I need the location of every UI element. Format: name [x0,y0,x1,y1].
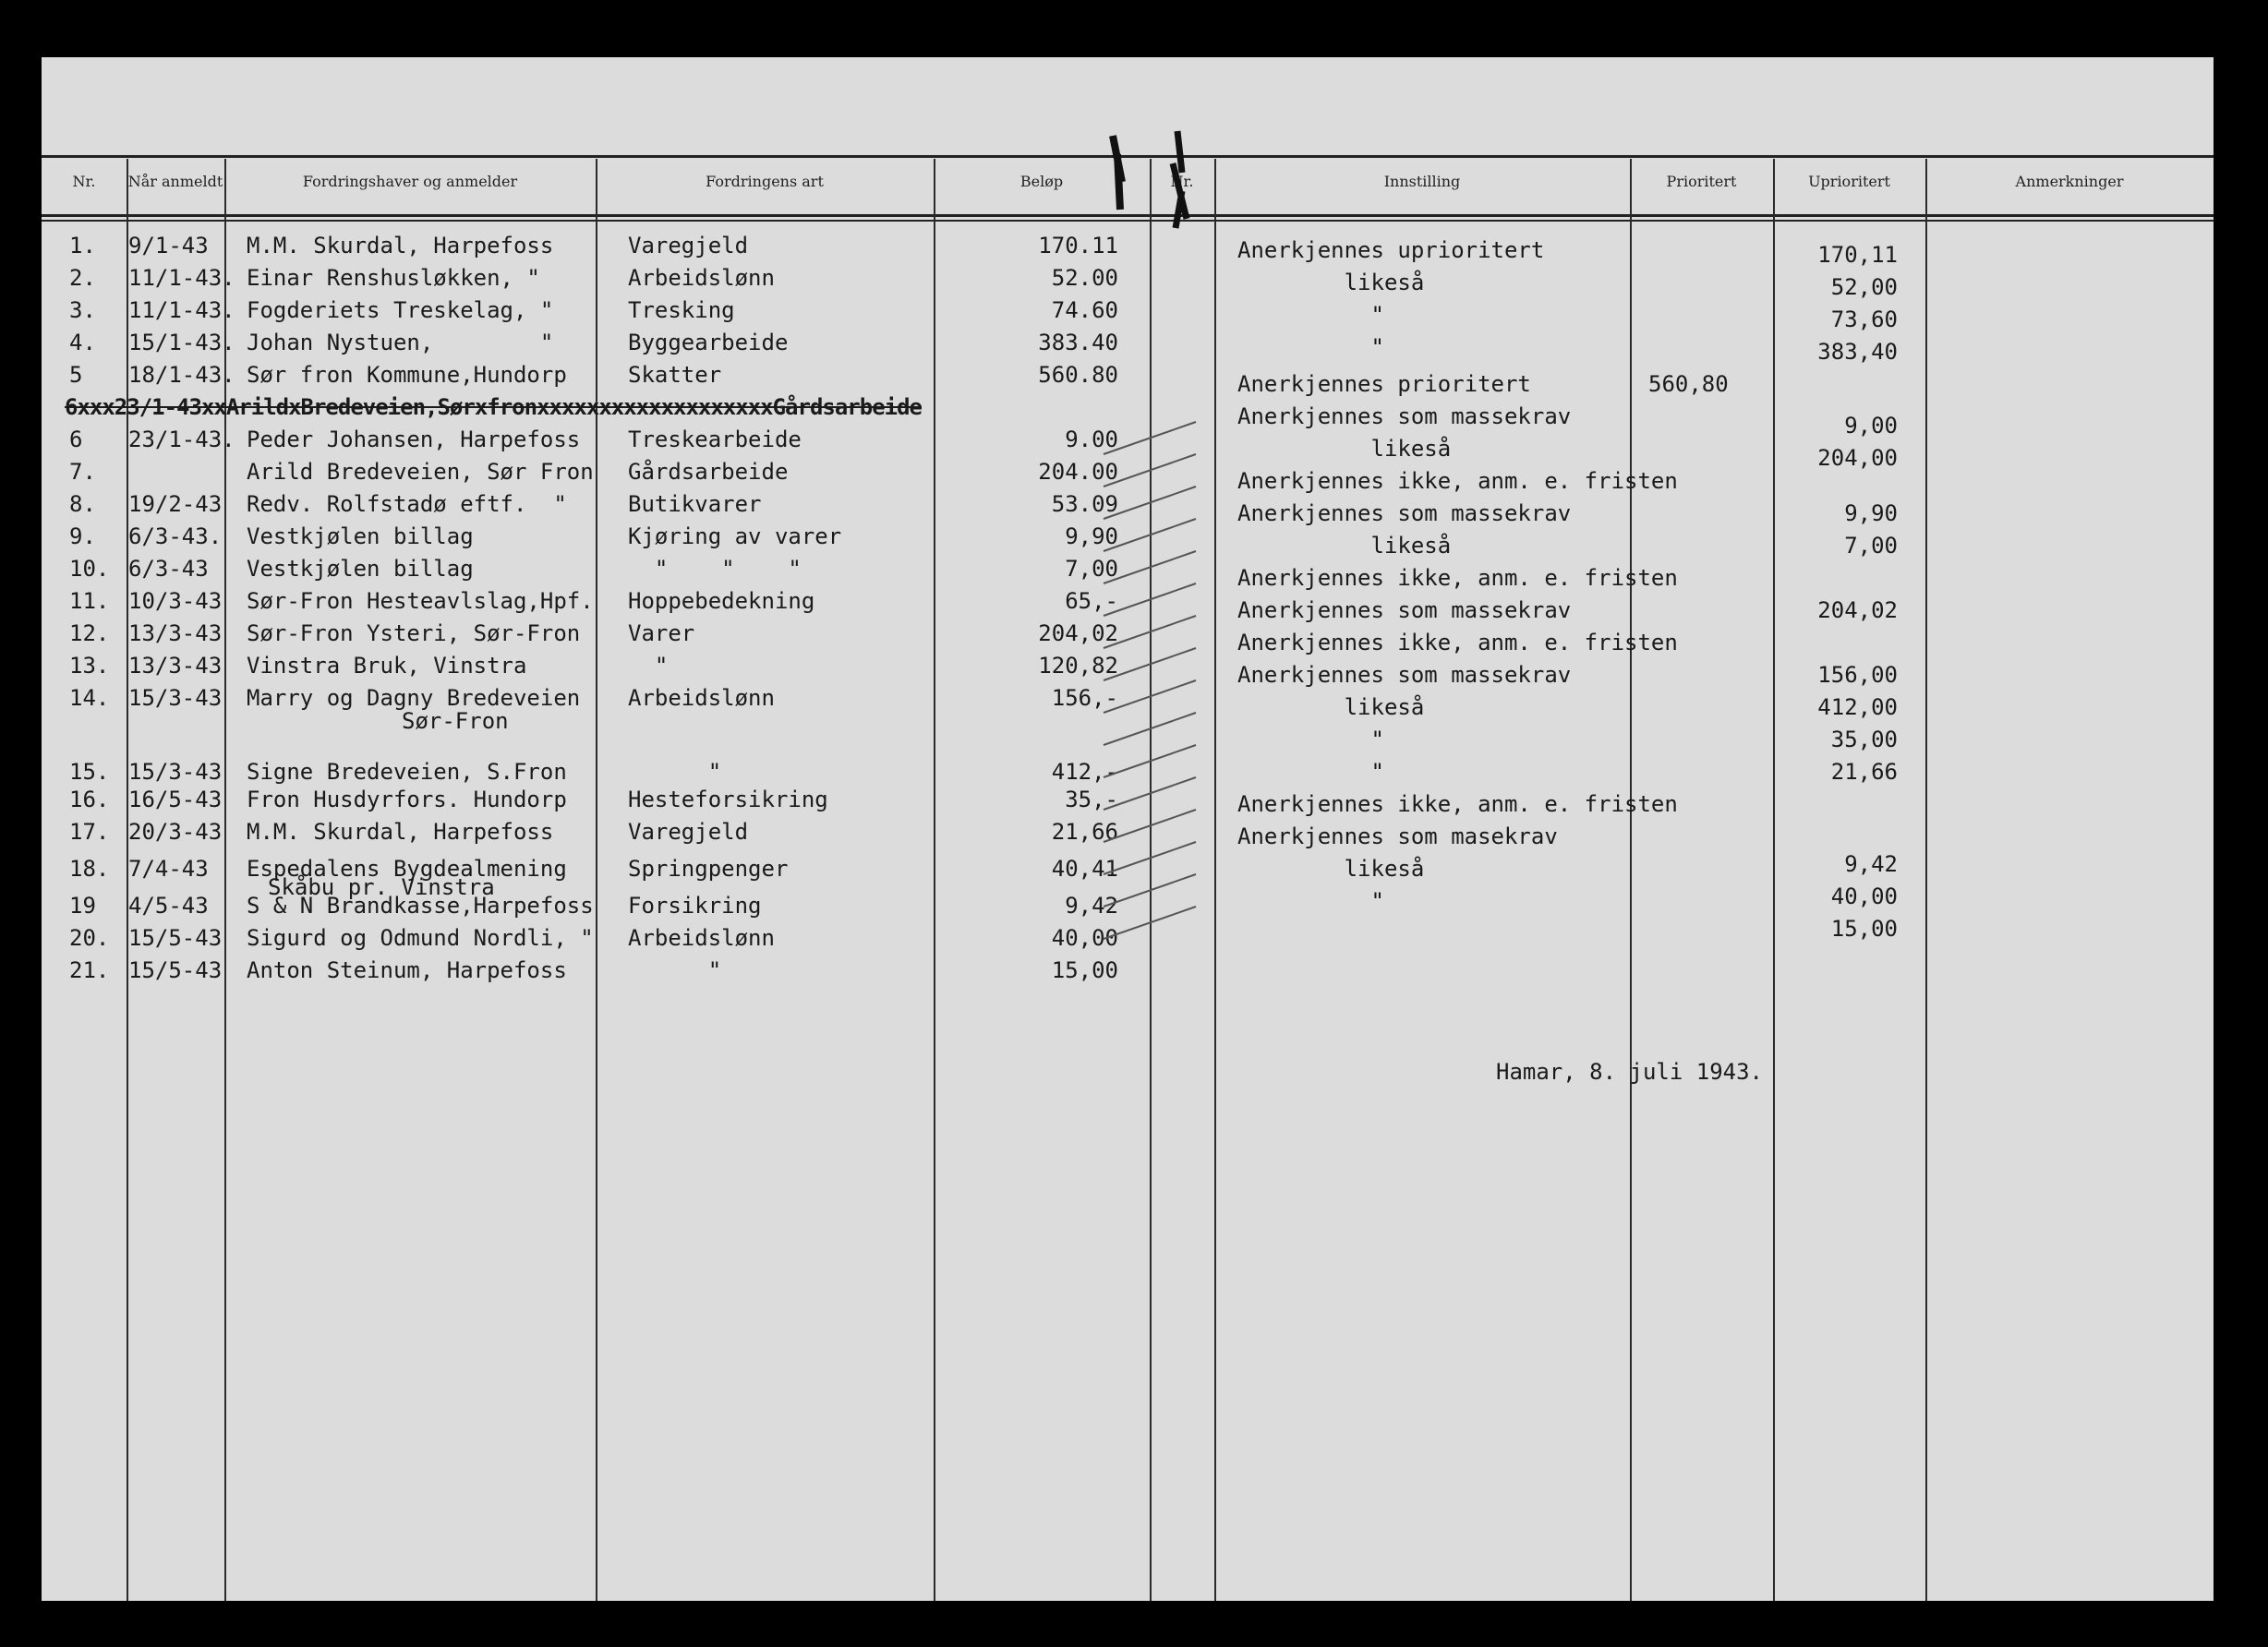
nonprioritized-amount: 156,00 [1817,662,1898,688]
row-date: 15/3-43 [128,759,223,785]
recommendation: likeså [1237,436,1452,462]
row-amount: 204.00 [1038,459,1118,485]
row-nr: 9. [69,523,96,549]
row-nr: 19 [69,893,96,919]
place-date: Hamar, 8. juli 1943. [1496,1059,1763,1085]
row-kind: Arbeidslønn [628,685,775,711]
row-nr: 11. [69,588,110,614]
recommendation: Anerkjennes ikke, anm. e. fristen [1237,791,1678,817]
row-creditor: Sigurd og Odmund Nordli, " [247,925,594,951]
row-creditor: Arild Bredeveien, Sør Fron [247,459,594,485]
crossed-out-line: 6xxx23/1-43xxArildxBredeveien,SørxfronxxxxxxxxxxxxxxxxxxxGårdsarbeide [65,394,922,420]
row-creditor: Fron Husdyrfors. Hundorp [247,787,567,812]
row-amount: 35,- [1065,787,1118,812]
recommendation: Anerkjennes ikke, anm. e. fristen [1237,630,1678,655]
row-creditor-cont: Skåbu pr. Vinstra [268,874,495,900]
row-creditor: Vestkjølen billag [247,523,474,549]
row-kind: Arbeidslønn [628,925,775,951]
row-amount: 65,- [1065,588,1118,614]
row-creditor: Johan Nystuen, " [247,330,554,355]
row-nr: 6 [69,427,83,452]
row-amount: 40,41 [1051,856,1118,882]
header-recommendation: Innstilling [1383,173,1461,190]
row-kind: Arbeidslønn [628,265,775,291]
header-nr: Nr. [72,173,96,190]
header-priority: Prioritert [1666,173,1737,190]
row-amount: 40,00 [1051,925,1118,951]
recommendation: Anerkjennes som massekrav [1237,403,1572,429]
row-date: 13/3-43 [128,620,223,646]
nonprioritized-amount: 40,00 [1830,884,1898,909]
row-amount: 9.00 [1065,427,1118,452]
row-kind: Varegjeld [628,233,749,258]
row-amount: 52.00 [1051,265,1118,291]
nonprioritized-amount: 204,00 [1817,445,1898,471]
row-nr: 18. [69,856,110,882]
row-nr: 7. [69,459,96,485]
row-amount: 383.40 [1038,330,1118,355]
row-date: 6/3-43 [128,556,209,582]
recommendation: Anerkjennes ikke, anm. e. fristen [1237,468,1678,494]
row-nr: 15. [69,759,110,785]
row-date: 7/4-43 [128,856,209,882]
recommendation: Anerkjennes uprioritert [1237,237,1545,263]
row-amount: 21,66 [1051,819,1118,845]
row-amount: 15,00 [1051,957,1118,983]
row-nr: 2. [69,265,96,291]
recommendation: " [1237,334,1384,360]
row-creditor: Marry og Dagny Bredeveien [247,685,581,711]
row-nr: 10. [69,556,110,582]
row-date: 23/1-43. [128,427,235,452]
row-date: 4/5-43 [128,893,209,919]
row-nr: 3. [69,297,96,323]
row-amount: 156,- [1051,685,1118,711]
header-amount: Beløp [1019,173,1064,190]
row-date: 10/3-43 [128,588,223,614]
row-kind: Hoppebedekning [628,588,815,614]
row-creditor: Anton Steinum, Harpefoss [247,957,567,983]
row-amount: 560.80 [1038,362,1118,388]
row-kind: Varer [628,620,695,646]
nonprioritized-amount: 170,11 [1817,242,1898,268]
row-kind: Butikvarer [628,491,762,517]
row-kind: Kjøring av varer [628,523,842,549]
prioritized-amount: 560,80 [1648,371,1729,397]
row-kind: Treskearbeide [628,427,802,452]
row-date: 15/5-43 [128,925,223,951]
header-nr2: Nr. [1170,173,1194,190]
nonprioritized-amount: 9,00 [1844,413,1898,439]
row-creditor: Vestkjølen billag [247,556,474,582]
row-kind: Gårdsarbeide [628,459,789,485]
recommendation: likeså [1237,694,1425,720]
row-creditor: M.M. Skurdal, Harpefoss [247,819,554,845]
recommendation: " [1237,727,1384,752]
row-nr: 14. [69,685,110,711]
recommendation: " [1237,302,1384,328]
row-kind: Forsikring [628,893,762,919]
row-date: 11/1-43. [128,265,235,291]
row-creditor: Espedalens Bygdealmening [247,856,567,882]
row-kind: Tresking [628,297,735,323]
recommendation: Anerkjennes ikke, anm. e. fristen [1237,565,1678,591]
row-nr: 16. [69,787,110,812]
row-date: 15/3-43 [128,685,223,711]
row-creditor: Sør-Fron Hesteavlslag,Hpf. [247,588,594,614]
row-nr: 1. [69,233,96,258]
row-amount: 9,42 [1065,893,1118,919]
row-date: 15/1-43. [128,330,235,355]
row-creditor: Sør-Fron Ysteri, Sør-Fron [247,620,581,646]
nonprioritized-amount: 73,60 [1830,307,1898,332]
row-kind: Varegjeld [628,819,749,845]
recommendation: likeså [1237,533,1452,559]
nonprioritized-amount: 35,00 [1830,727,1898,752]
recommendation: " [1237,759,1384,785]
recommendation: likeså [1237,270,1425,295]
row-amount: 120,82 [1038,653,1118,679]
row-date: 18/1-43. [128,362,235,388]
row-nr: 8. [69,491,96,517]
row-amount: 7,00 [1065,556,1118,582]
row-creditor: Vinstra Bruk, Vinstra [247,653,527,679]
header-creditor: Fordringshaver og anmelder [302,173,518,190]
row-kind: Hesteforsikring [628,787,828,812]
row-date: 11/1-43. [128,297,235,323]
recommendation: Anerkjennes som massekrav [1237,597,1572,623]
ledger-sheet [42,57,2214,1601]
nonprioritized-amount: 9,90 [1844,500,1898,526]
recommendation: " [1237,888,1384,914]
pencil-strokes [42,57,2214,1601]
recommendation: Anerkjennes som massekrav [1237,662,1572,688]
row-amount: 53.09 [1051,491,1118,517]
recommendation: likeså [1237,856,1425,882]
row-date: 20/3-43 [128,819,223,845]
row-date: 9/1-43 [128,233,209,258]
row-creditor: Peder Johansen, Harpefoss [247,427,581,452]
nonprioritized-amount: 383,40 [1817,339,1898,365]
nonprioritized-amount: 9,42 [1844,851,1898,877]
row-creditor: Redv. Rolfstadø eftf. " [247,491,567,517]
row-creditor-cont: Sør-Fron [402,708,509,734]
nonprioritized-amount: 15,00 [1830,916,1898,942]
row-amount: 9,90 [1065,523,1118,549]
row-creditor: Einar Renshusløkken, " [247,265,540,291]
row-kind: Springpenger [628,856,789,882]
row-kind: " " " [628,556,802,582]
row-date: 13/3-43 [128,653,223,679]
row-kind: " [628,759,722,785]
row-nr: 5 [69,362,83,388]
row-kind: Byggearbeide [628,330,789,355]
row-nr: 12. [69,620,110,646]
row-date: 19/2-43 [128,491,223,517]
header-date: Når anmeldt [127,173,223,190]
row-creditor: Fogderiets Treskelag, " [247,297,554,323]
row-nr: 13. [69,653,110,679]
row-creditor: S & N Brandkasse,Harpefoss [247,893,594,919]
row-amount: 74.60 [1051,297,1118,323]
recommendation: Anerkjennes som masekrav [1237,824,1558,849]
row-nr: 20. [69,925,110,951]
row-kind: " [628,653,669,679]
row-nr: 21. [69,957,110,983]
row-date: 16/5-43 [128,787,223,812]
nonprioritized-amount: 52,00 [1830,274,1898,300]
row-creditor: M.M. Skurdal, Harpefoss [247,233,554,258]
row-creditor: Sør fron Kommune,Hundorp [247,362,567,388]
row-amount: 170.11 [1038,233,1118,258]
recommendation: Anerkjennes prioritert [1237,371,1531,397]
nonprioritized-amount: 7,00 [1844,533,1898,559]
row-date: 15/5-43 [128,957,223,983]
nonprioritized-amount: 21,66 [1830,759,1898,785]
row-date: 6/3-43. [128,523,223,549]
header-kind: Fordringens art [706,173,824,190]
row-nr: 4. [69,330,96,355]
row-amount: 204,02 [1038,620,1118,646]
row-nr: 17. [69,819,110,845]
nonprioritized-amount: 204,02 [1817,597,1898,623]
header-nonpriority: Uprioritert [1808,173,1890,190]
recommendation: Anerkjennes som massekrav [1237,500,1572,526]
row-amount: 412,- [1051,759,1118,785]
row-kind: " [628,957,722,983]
header-remarks: Anmerkninger [2015,173,2124,190]
row-creditor: Signe Bredeveien, S.Fron [247,759,567,785]
nonprioritized-amount: 412,00 [1817,694,1898,720]
row-kind: Skatter [628,362,722,388]
